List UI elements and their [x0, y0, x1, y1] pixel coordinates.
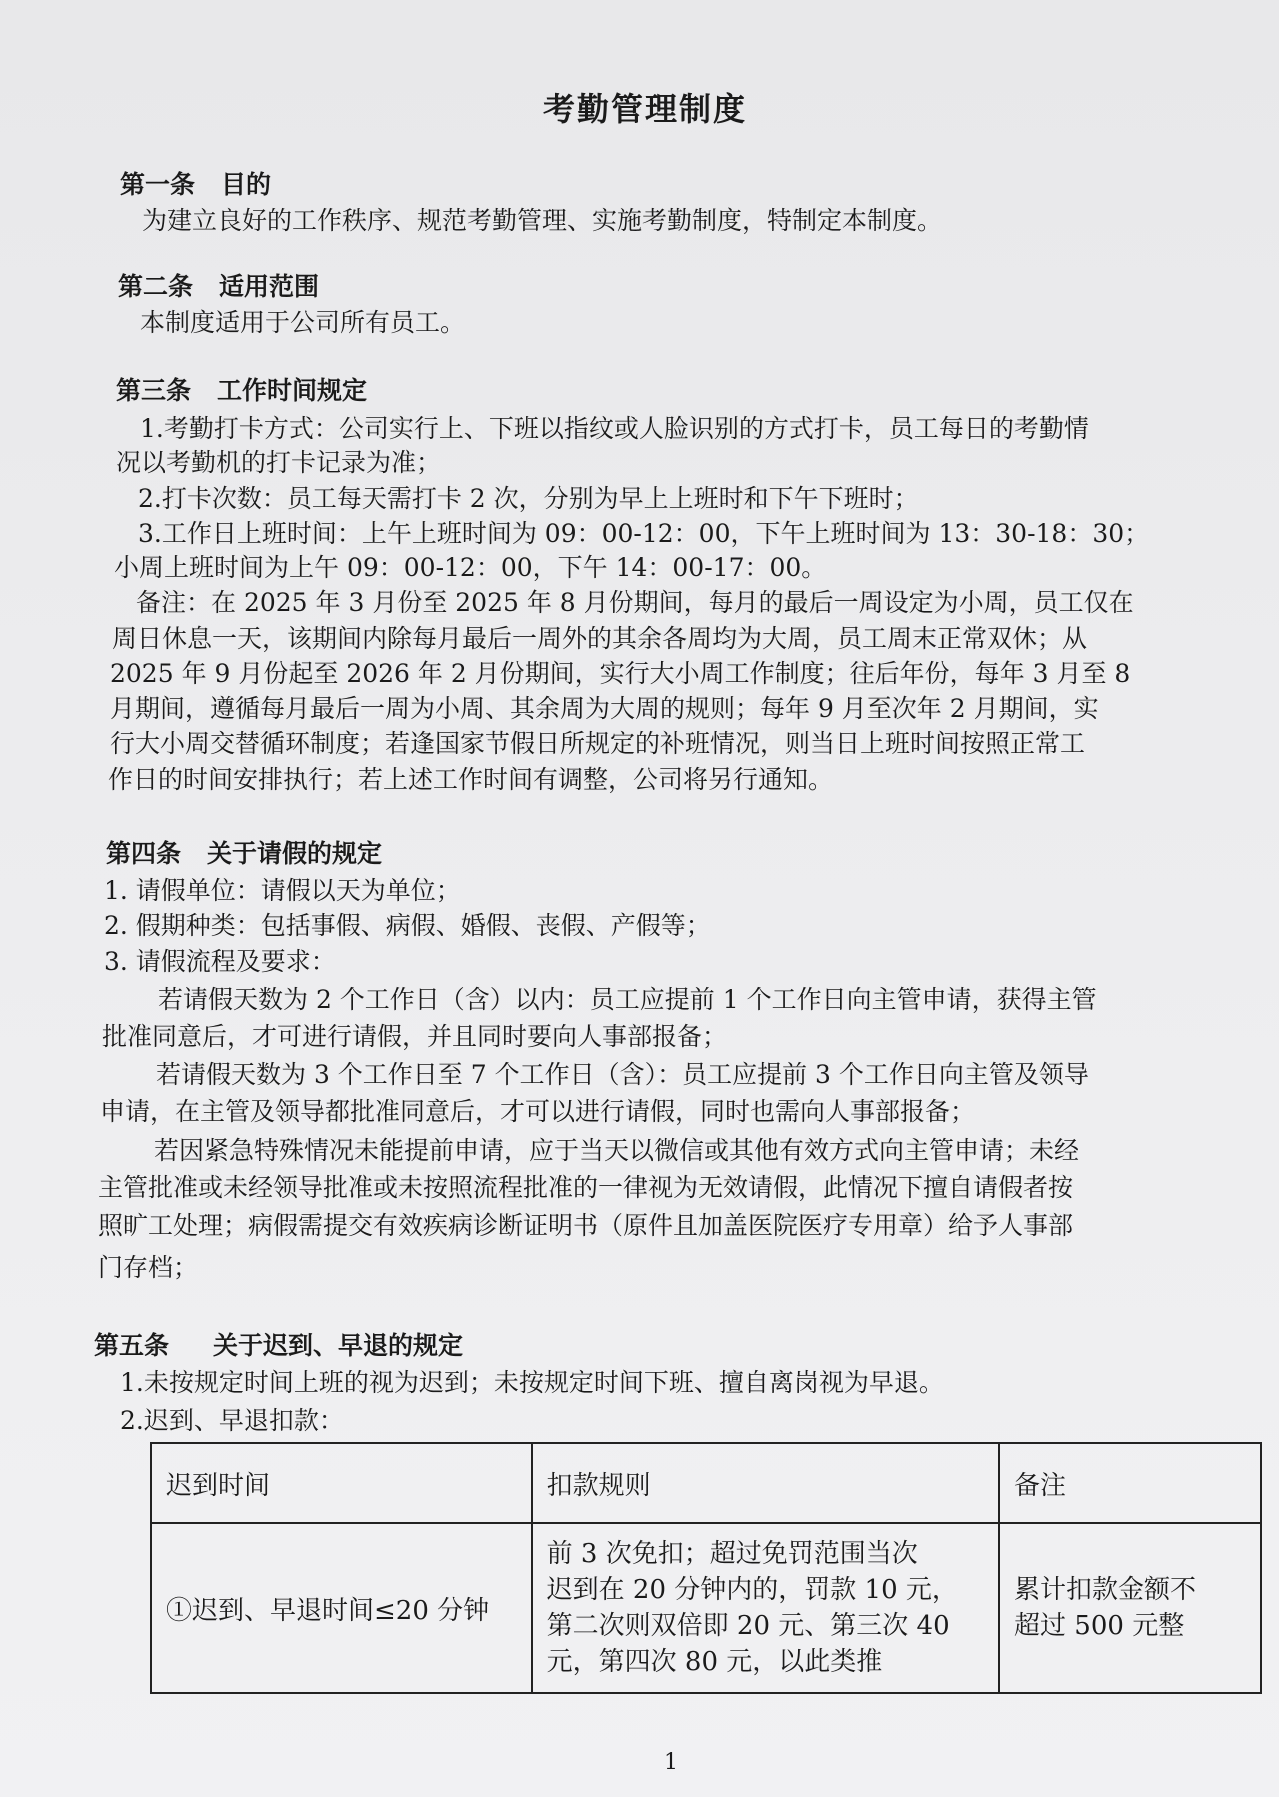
- table-header-cell: 迟到时间: [151, 1443, 532, 1523]
- article3-note-line: 月期间，遵循每月最后一周为小周、其余周为大周的规则；每年 9 月至次年 2 月期间，实: [110, 694, 1099, 723]
- rule-line: 元，第四次 80 元，以此类推: [546, 1647, 883, 1677]
- article3-line: 小周上班时间为上午 09：00-12：00，下午 14：00-17：00。: [114, 553, 827, 582]
- article4-line: 门存档；: [98, 1253, 199, 1282]
- table-row: [151, 1523, 1261, 1693]
- article3-note-line: 备注：在 2025 年 3 月份至 2025 年 8 月份期间，每月的最后一周设定为小周，员工仅在: [136, 588, 1134, 617]
- article1-heading: [120, 168, 271, 202]
- article3-note-line: 作日的时间安排执行；若上述工作时间有调整，公司将另行通知。: [108, 765, 834, 794]
- page-number: 1: [664, 1750, 678, 1775]
- article1-number: 第一条: [120, 170, 196, 199]
- article5-number: 第五条: [94, 1331, 170, 1360]
- article1-line: 为建立良好的工作秩序、规范考勤管理、实施考勤制度，特制定本制度。: [142, 206, 943, 235]
- article3-note-line: 2025 年 9 月份起至 2026 年 2 月份期间，实行大小周工作制度；往后年份，每年 3 月至 8: [110, 659, 1131, 688]
- article4-line: 主管批准或未经领导批准或未按照流程批准的一律视为无效请假，此情况下擅自请假者按: [98, 1173, 1074, 1202]
- article2-line: 本制度适用于公司所有员工。: [140, 308, 466, 337]
- article3-line: 2.打卡次数：员工每天需打卡 2 次，分别为早上上班时和下午下班时；: [138, 484, 919, 513]
- article5-heading: [94, 1329, 463, 1363]
- note-line: 累计扣款金额不: [1014, 1575, 1197, 1605]
- article4-line: 1. 请假单位：请假以天为单位；: [104, 876, 461, 905]
- article4-line: 申请，在主管及领导都批准同意后，才可以进行请假，同时也需向人事部报备；: [100, 1097, 976, 1126]
- article4-line: 照旷工处理；病假需提交有效疾病诊断证明书（原件且加盖医院医疗专用章）给予人事部: [98, 1211, 1074, 1240]
- article5-title: 关于迟到、早退的规定: [213, 1331, 464, 1360]
- article3-note-line: 行大小周交替循环制度；若逢国家节假日所规定的补班情况，则当日上班时间按照正常工: [110, 729, 1086, 758]
- deduction-rule-cell: [532, 1523, 999, 1693]
- article5-line: 2.迟到、早退扣款：: [120, 1406, 344, 1435]
- article3-number: 第三条: [116, 376, 192, 405]
- article4-title: 关于请假的规定: [207, 839, 383, 868]
- table-header-row: [151, 1443, 1261, 1523]
- rule-line: 前 3 次免扣；超过免罚范围当次: [546, 1539, 918, 1569]
- article3-line: 1.考勤打卡方式：公司实行上、下班以指纹或人脸识别的方式打卡，员工每日的考勤情: [140, 414, 1089, 443]
- article4-line: 2. 假期种类：包括事假、病假、婚假、丧假、产假等；: [104, 911, 711, 940]
- article4-line: 若请假天数为 2 个工作日（含）以内：员工应提前 1 个工作日向主管申请，获得主管: [158, 985, 1097, 1014]
- article3-line: 况以考勤机的打卡记录为准；: [116, 448, 442, 477]
- article3-note-line: 周日休息一天，该期间内除每月最后一周外的其余各周均为大周，员工周末正常双休；从: [112, 624, 1088, 653]
- article4-line: 若因紧急特殊情况未能提前申请，应于当天以微信或其他有效方式向主管申请；未经: [154, 1136, 1080, 1165]
- article3-line: 3.工作日上班时间：上午上班时间为 09：00-12：00，下午上班时间为 13：30-18：30；: [138, 519, 1150, 548]
- article4-line: 3. 请假流程及要求：: [104, 947, 336, 976]
- document-title: 考勤管理制度: [542, 90, 747, 128]
- note-cell: [999, 1523, 1261, 1693]
- article4-heading: [106, 837, 382, 871]
- article2-number: 第二条: [118, 272, 194, 301]
- deduction-table: [150, 1442, 1262, 1694]
- rule-line: 迟到在 20 分钟内的，罚款 10 元，: [546, 1575, 958, 1605]
- table-header-cell: 扣款规则: [532, 1443, 999, 1523]
- article4-line: 批准同意后，才可进行请假，并且同时要向人事部报备；: [102, 1022, 728, 1051]
- article1-title: 目的: [221, 170, 272, 199]
- article4-number: 第四条: [106, 839, 182, 868]
- article2-title: 适用范围: [219, 272, 320, 301]
- article3-title: 工作时间规定: [217, 376, 368, 405]
- article5-line: 1.未按规定时间上班的视为迟到；未按规定时间下班、擅自离岗视为早退。: [120, 1368, 944, 1397]
- article3-heading: [116, 374, 367, 408]
- article2-heading: [118, 270, 319, 304]
- article4-line: 若请假天数为 3 个工作日至 7 个工作日（含）：员工应提前 3 个工作日向主管及领导: [156, 1060, 1089, 1089]
- late-time-cell: ①迟到、早退时间≤20 分钟: [151, 1523, 532, 1693]
- table-header-cell: 备注: [999, 1443, 1261, 1523]
- note-line: 超过 500 元整: [1014, 1611, 1185, 1641]
- rule-line: 第二次则双倍即 20 元、第三次 40: [546, 1611, 950, 1641]
